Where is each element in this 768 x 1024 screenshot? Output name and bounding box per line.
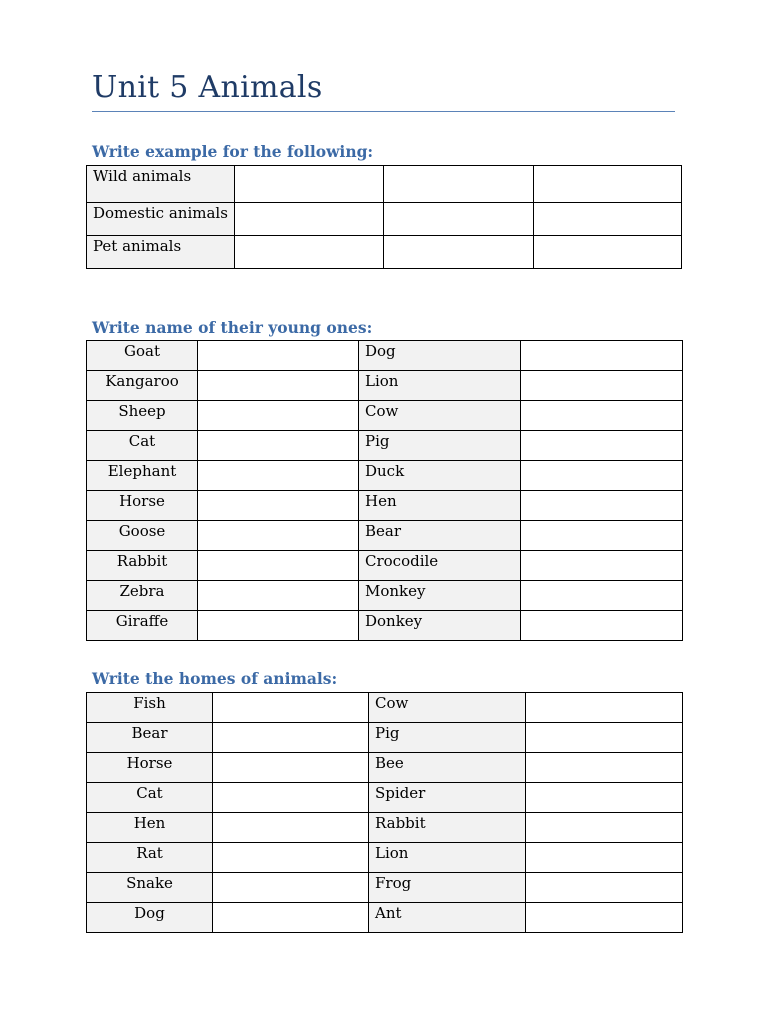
animal-label: Sheep xyxy=(87,401,198,431)
table-row xyxy=(87,903,683,933)
animal-label: Bee xyxy=(369,753,526,783)
answer-cell[interactable] xyxy=(198,401,359,431)
animal-label: Goat xyxy=(87,341,198,371)
animal-label: Kangaroo xyxy=(87,371,198,401)
animal-label: Goose xyxy=(87,521,198,551)
answer-cell[interactable] xyxy=(526,843,683,873)
animal-label: Cow xyxy=(359,401,521,431)
answer-cell[interactable] xyxy=(521,461,683,491)
answer-cell[interactable] xyxy=(521,521,683,551)
answer-cell[interactable] xyxy=(526,723,683,753)
animal-label: Zebra xyxy=(87,581,198,611)
answer-cell[interactable] xyxy=(521,611,683,641)
category-label: Domestic animals xyxy=(87,203,235,236)
animal-label: Pig xyxy=(369,723,526,753)
animal-label: Cat xyxy=(87,783,213,813)
animal-label: Pig xyxy=(359,431,521,461)
animal-label: Ant xyxy=(369,903,526,933)
answer-cell[interactable] xyxy=(198,371,359,401)
answer-cell[interactable] xyxy=(384,236,533,269)
animal-label: Monkey xyxy=(359,581,521,611)
animal-label: Elephant xyxy=(87,461,198,491)
table-row xyxy=(87,843,683,873)
animal-label: Hen xyxy=(359,491,521,521)
answer-cell[interactable] xyxy=(521,581,683,611)
answer-cell[interactable] xyxy=(526,903,683,933)
category-label: Wild animals xyxy=(87,166,235,203)
animal-label: Fish xyxy=(87,693,213,723)
table-row xyxy=(87,873,683,903)
animal-label: Crocodile xyxy=(359,551,521,581)
answer-cell[interactable] xyxy=(526,693,683,723)
animal-label: Lion xyxy=(359,371,521,401)
table-row xyxy=(87,753,683,783)
table-row xyxy=(87,581,683,611)
answer-cell[interactable] xyxy=(213,843,369,873)
table-row xyxy=(87,783,683,813)
table-row xyxy=(87,166,682,203)
animal-label: Giraffe xyxy=(87,611,198,641)
answer-cell[interactable] xyxy=(384,166,533,203)
table-row xyxy=(87,551,683,581)
answer-cell[interactable] xyxy=(521,491,683,521)
homes-table xyxy=(86,692,683,933)
animal-label: Spider xyxy=(369,783,526,813)
answer-cell[interactable] xyxy=(235,166,384,203)
answer-cell[interactable] xyxy=(213,903,369,933)
table-row xyxy=(87,431,683,461)
answer-cell[interactable] xyxy=(521,371,683,401)
answer-cell[interactable] xyxy=(526,753,683,783)
table-row xyxy=(87,693,683,723)
title-divider xyxy=(92,111,675,112)
table-row xyxy=(87,813,683,843)
animal-label: Cow xyxy=(369,693,526,723)
page-title: Unit 5 Animals xyxy=(92,70,323,105)
section1-heading: Write example for the following: xyxy=(92,142,374,161)
animal-label: Bear xyxy=(87,723,213,753)
answer-cell[interactable] xyxy=(213,783,369,813)
answer-cell[interactable] xyxy=(213,873,369,903)
answer-cell[interactable] xyxy=(384,203,533,236)
answer-cell[interactable] xyxy=(213,813,369,843)
animal-label: Dog xyxy=(87,903,213,933)
answer-cell[interactable] xyxy=(213,693,369,723)
animal-label: Rat xyxy=(87,843,213,873)
section2-heading: Write name of their young ones: xyxy=(92,318,373,337)
answer-cell[interactable] xyxy=(213,753,369,783)
table-row xyxy=(87,461,683,491)
table-row xyxy=(87,203,682,236)
answer-cell[interactable] xyxy=(533,203,681,236)
category-label: Pet animals xyxy=(87,236,235,269)
animal-label: Donkey xyxy=(359,611,521,641)
table-row xyxy=(87,371,683,401)
animal-label: Horse xyxy=(87,753,213,783)
answer-cell[interactable] xyxy=(213,723,369,753)
section3-heading: Write the homes of animals: xyxy=(92,669,338,688)
answer-cell[interactable] xyxy=(533,166,681,203)
animal-label: Lion xyxy=(369,843,526,873)
animal-label: Hen xyxy=(87,813,213,843)
answer-cell[interactable] xyxy=(198,521,359,551)
answer-cell[interactable] xyxy=(526,873,683,903)
animal-label: Rabbit xyxy=(87,551,198,581)
examples-table xyxy=(86,165,682,269)
animal-label: Frog xyxy=(369,873,526,903)
animal-label: Duck xyxy=(359,461,521,491)
animal-label: Cat xyxy=(87,431,198,461)
answer-cell[interactable] xyxy=(198,491,359,521)
table-row xyxy=(87,236,682,269)
answer-cell[interactable] xyxy=(198,341,359,371)
table-row xyxy=(87,611,683,641)
table-row xyxy=(87,491,683,521)
answer-cell[interactable] xyxy=(526,783,683,813)
animal-label: Dog xyxy=(359,341,521,371)
answer-cell[interactable] xyxy=(521,431,683,461)
table-row xyxy=(87,521,683,551)
answer-cell[interactable] xyxy=(198,611,359,641)
answer-cell[interactable] xyxy=(521,551,683,581)
animal-label: Rabbit xyxy=(369,813,526,843)
answer-cell[interactable] xyxy=(198,581,359,611)
answer-cell[interactable] xyxy=(198,461,359,491)
answer-cell[interactable] xyxy=(533,236,681,269)
answer-cell[interactable] xyxy=(198,551,359,581)
table-row xyxy=(87,341,683,371)
table-row xyxy=(87,723,683,753)
animal-label: Bear xyxy=(359,521,521,551)
answer-cell[interactable] xyxy=(521,341,683,371)
animal-label: Horse xyxy=(87,491,198,521)
table-row xyxy=(87,401,683,431)
answer-cell[interactable] xyxy=(235,236,384,269)
answer-cell[interactable] xyxy=(521,401,683,431)
answer-cell[interactable] xyxy=(235,203,384,236)
answer-cell[interactable] xyxy=(526,813,683,843)
young-ones-table xyxy=(86,340,683,641)
animal-label: Snake xyxy=(87,873,213,903)
answer-cell[interactable] xyxy=(198,431,359,461)
